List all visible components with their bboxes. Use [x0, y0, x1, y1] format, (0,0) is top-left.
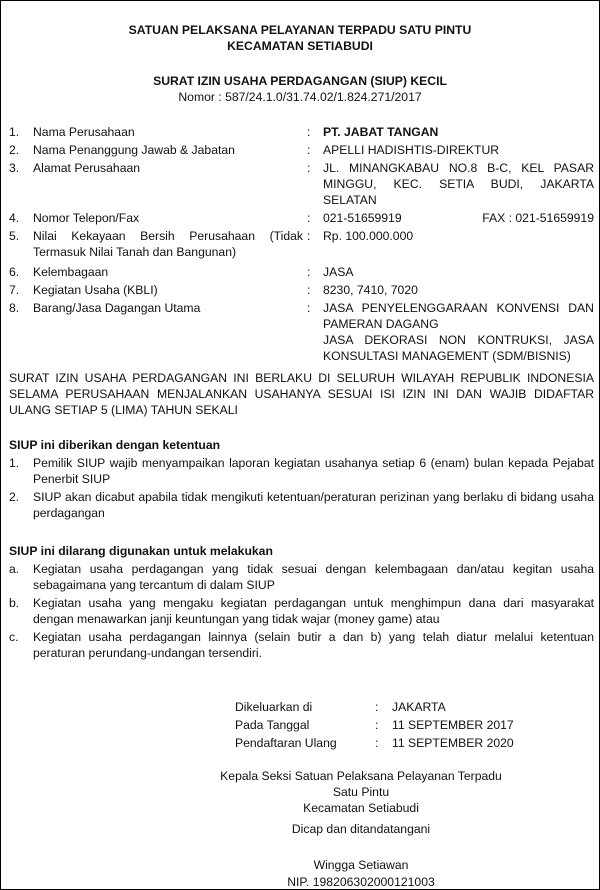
field-row-kbli — [9, 282, 594, 298]
list-marker: 1. — [9, 456, 20, 470]
field-row-phone-fax — [9, 210, 594, 226]
field-number: 6. — [9, 265, 20, 279]
issuance-label: Dikeluarkan di — [235, 700, 313, 714]
field-label: Nama Penanggung Jawab & Jabatan — [33, 143, 235, 157]
validity-statement: SURAT IZIN USAHA PERDAGANGAN INI BERLAKU DI SELURUH WILAYAH REPUBLIK INDONESIA SELAMA PERUSAHAAN MENJALANKAN USAHANYA SESUAI ISI IZIN INI DAN WAJIB DIDAFTAR ULANG SETIAP 5 (LIMA) TAHUN SEKALI — [9, 371, 594, 417]
document-number: Nomor : 587/24.1.0/31.74.02/1.824.271/2017 — [178, 90, 422, 104]
field-value: Rp. 100.000.000 — [323, 229, 414, 243]
prohibitions-section — [9, 543, 594, 663]
goods-value-1: JASA PENYELENGGARAAN KONVENSI DAN PAMERAN DAGANG — [323, 301, 594, 331]
issuance-row-place — [235, 699, 575, 717]
provisions-title: SIUP ini diberikan dengan ketentuan — [9, 438, 221, 452]
field-colon: : — [307, 143, 311, 157]
list-text: Kegiatan usaha yang mengaku kegiatan perdagangan untuk menghimpun dana dari masyarakat dengan menawarkan janji keuntungan yang tidak wajar (money game) atau — [33, 596, 594, 626]
field-number: 7. — [9, 283, 20, 297]
provisions-section — [9, 437, 594, 523]
field-value: PT. JABAT TANGAN — [323, 125, 439, 139]
field-colon: : — [307, 161, 311, 175]
field-row-company-name — [9, 124, 594, 140]
field-number: 5. — [9, 229, 20, 243]
issuance-row-reregistration — [235, 735, 575, 753]
list-item — [9, 629, 594, 661]
field-value — [323, 210, 594, 226]
issuance-colon: : — [375, 736, 379, 750]
field-row-main-goods — [9, 300, 594, 364]
field-colon: : — [307, 283, 311, 297]
issuance-row-date — [235, 717, 575, 735]
field-value: 8230, 7410, 7020 — [323, 283, 418, 297]
field-value — [323, 300, 594, 364]
field-colon: : — [307, 301, 311, 315]
document-header — [1, 22, 599, 54]
issuance-label: Pada Tanggal — [235, 718, 310, 732]
header-district: KECAMATAN SETIABUDI — [227, 39, 373, 53]
field-number: 1. — [9, 125, 20, 139]
field-row-net-worth — [9, 228, 594, 262]
signatory-office-line2: Kecamatan Setiabudi — [303, 801, 419, 815]
list-marker: a. — [9, 562, 20, 576]
list-item — [9, 489, 594, 521]
list-marker: b. — [9, 596, 20, 610]
header-agency: SATUAN PELAKSANA PELAYANAN TERPADU SATU PINTU — [128, 23, 472, 37]
field-colon: : — [307, 211, 311, 225]
field-label: Nilai Kekayaan Bersih Perusahaan (Tidak Termasuk Nilai Tanah dan Bangunan) — [33, 229, 303, 259]
field-label: Kelembagaan — [33, 265, 109, 279]
phone-value: 021-51659919 — [323, 211, 402, 225]
field-number: 3. — [9, 161, 20, 175]
field-row-institution — [9, 264, 594, 280]
field-colon: : — [307, 265, 311, 279]
stamp-note: Dicap dan ditandatangani — [291, 822, 431, 836]
document-title: SURAT IZIN USAHA PERDAGANGAN (SIUP) KECIL — [153, 74, 447, 88]
goods-value-2: JASA DEKORASI NON KONTRUKSI, JASA KONSULTASI MANAGEMENT (SDM/BISNIS) — [323, 333, 594, 363]
field-number: 4. — [9, 211, 20, 225]
list-text: SIUP akan dicabut apabila tidak mengikuti ketentuan/peraturan perizinan yang berlaku di bidang usaha perdagangan — [33, 490, 594, 520]
list-item — [9, 595, 594, 627]
field-label: Barang/Jasa Dagangan Utama — [33, 301, 201, 315]
issuance-value: 11 SEPTEMBER 2017 — [392, 718, 514, 732]
field-label: Nomor Telepon/Fax — [33, 211, 140, 225]
list-text: Kegiatan usaha perdagangan lainnya (selain butir a dan b) yang telah diatur melalui ketentuan peraturan perundang-undangan tersendiri. — [33, 630, 594, 660]
company-fields — [9, 124, 594, 366]
field-label: Nama Perusahaan — [33, 125, 135, 139]
issuance-block — [235, 699, 575, 753]
list-item — [9, 455, 594, 487]
field-value: JASA — [323, 265, 354, 279]
field-row-responsible-person — [9, 142, 594, 158]
field-number: 2. — [9, 143, 20, 157]
list-item — [9, 561, 594, 593]
field-label: Kegiatan Usaha (KBLI) — [33, 283, 158, 297]
issuance-label: Pendaftaran Ulang — [235, 736, 337, 750]
field-value: JL. MINANGKABAU NO.8 B-C, KEL PASAR MINGGU, KEC. SETIA BUDI, JAKARTA SELATAN — [323, 161, 594, 207]
issuance-value: JAKARTA — [392, 700, 446, 714]
fax-value: FAX : 021-51659919 — [482, 211, 594, 225]
signatory-nip: NIP. 198206302000121003 — [287, 875, 435, 889]
field-colon: : — [307, 125, 311, 139]
prohibitions-title: SIUP ini dilarang digunakan untuk melakukan — [9, 544, 273, 558]
signatory-name: Wingga Setiawan — [313, 858, 409, 872]
signatory-office — [211, 768, 511, 816]
field-number: 8. — [9, 301, 20, 315]
list-marker: c. — [9, 630, 19, 644]
field-label: Alamat Perusahaan — [33, 161, 141, 175]
issuance-colon: : — [375, 700, 379, 714]
issuance-value: 11 SEPTEMBER 2020 — [392, 736, 514, 750]
document-title-block — [1, 73, 599, 105]
field-value: APELLI HADISHTIS-DIREKTUR — [323, 143, 500, 157]
issuance-colon: : — [375, 718, 379, 732]
list-text: Kegiatan usaha perdagangan yang tidak sesuai dengan kelembagaan dan/atau kegitan usaha sebagaimana yang tercantum di dalam SIUP — [33, 562, 594, 592]
signatory-office-line1: Kepala Seksi Satuan Pelaksana Pelayanan Terpadu Satu Pintu — [220, 769, 502, 799]
list-marker: 2. — [9, 490, 20, 504]
field-colon: : — [307, 229, 311, 243]
field-row-address — [9, 160, 594, 208]
list-text: Pemilik SIUP wajib menyampaikan laporan kegiatan usahanya setiap 6 (enam) bulan kepada Pejabat Penerbit SIUP — [33, 456, 594, 486]
